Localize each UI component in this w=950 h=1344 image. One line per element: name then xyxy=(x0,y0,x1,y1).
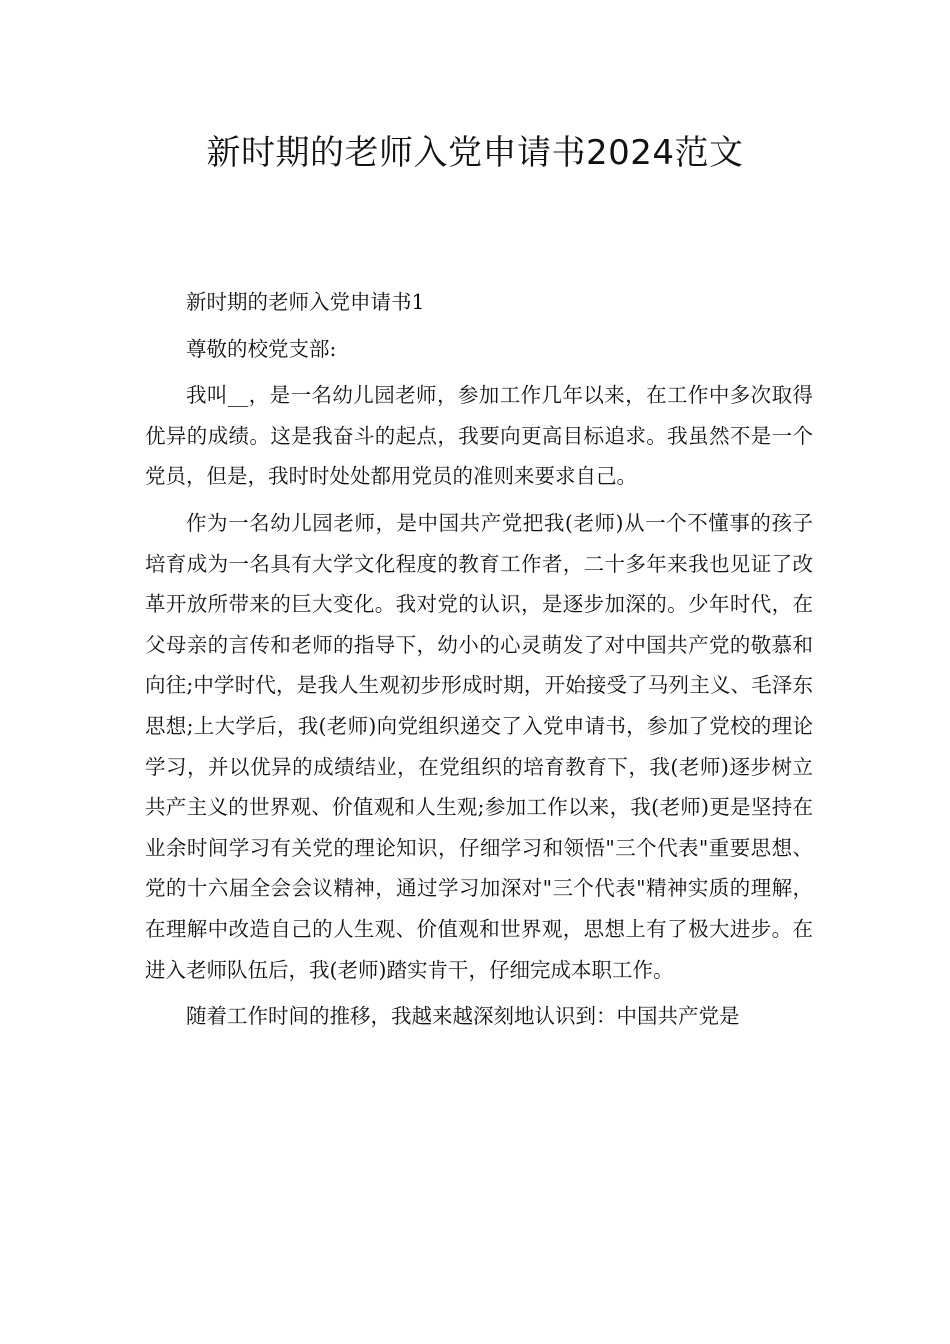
paragraph-2: 作为一名幼儿园老师，是中国共产党把我(老师)从一个不懂事的孩子培育成为一名具有大学文化程度的教育工作者，二十多年来我也见证了改革开放所带来的巨大变化。我对党的认识，是逐步加深的。少年时代，在父母亲的言传和老师的指导下，幼小的心灵萌发了对中国共产党的敬慕和向往;中学时代，是我人生观初步形成时期，开始接受了马列主义、毛泽东思想;上大学后，我(老师)向党组织递交了入党申请书，参加了党校的理论学习，并以优异的成绩结业，在党组织的培育教育下，我(老师)逐步树立共产主义的世界观、价值观和人生观;参加工作以来，我(老师)更是坚持在业余时间学习有关党的理论知识，仔细学习和领悟"三个代表"重要思想、党的十六届全会会议精神，通过学习加深对"三个代表"精神实质的理解，在理解中改造自己的人生观、价值观和世界观，思想上有了极大进步。在进入老师队伍后，我(老师)踏实肯干，仔细完成本职工作。 xyxy=(145,510,813,982)
section-heading: 新时期的老师入党申请书1 xyxy=(186,290,425,314)
salutation: 尊敬的校党支部: xyxy=(186,336,337,361)
document-title: 新时期的老师入党申请书2024范文 xyxy=(206,133,744,173)
paragraph-1: 我叫__，是一名幼儿园老师，参加工作几年以来，在工作中多次取得优异的成绩。这是我奋斗的起点，我要向更高目标追求。我虽然不是一个党员，但是，我时时处处都用党员的准则来要求自己。 xyxy=(145,383,813,489)
paragraph-3: 随着工作时间的推移，我越来越深刻地认识到：中国共产党是 xyxy=(186,1004,740,1029)
document-body xyxy=(145,282,813,1043)
